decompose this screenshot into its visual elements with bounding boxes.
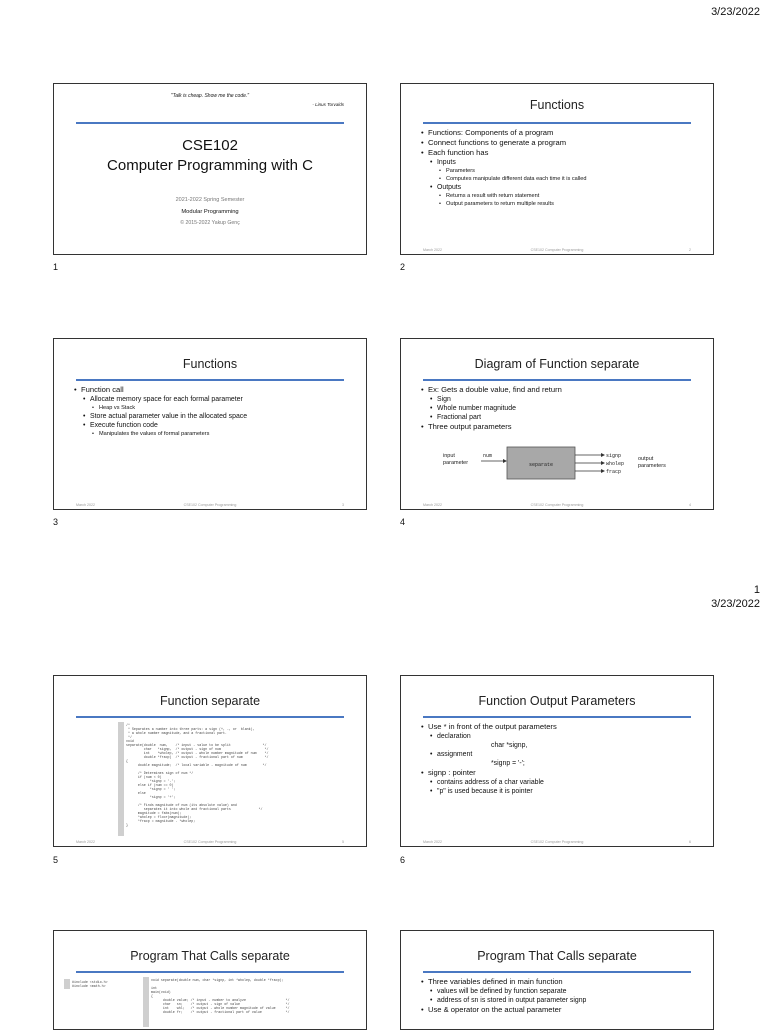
slide1-course-name: Computer Programming with C xyxy=(107,157,313,174)
slide2-bullet: • Connect functions to generate a program xyxy=(421,138,697,148)
slide6-rule xyxy=(423,716,691,718)
slide1-rule xyxy=(76,122,344,124)
code-line: char *signp, /* output - sign of num */ xyxy=(126,747,269,751)
code-line: /* Finds magnitude of num (its absolute value) and xyxy=(126,803,237,807)
slide-4 xyxy=(400,338,714,510)
slide-7 xyxy=(53,930,367,1030)
diagram-input-var: num xyxy=(483,453,493,459)
slide8-body xyxy=(421,977,697,1015)
code-line: *wholep = floor(magnitude); xyxy=(126,815,192,819)
slide2-rule xyxy=(423,122,691,124)
slide-5 xyxy=(53,675,367,847)
slide3-title: Functions xyxy=(182,357,238,371)
slide1-quote-author: - Linus Torvalds xyxy=(312,102,344,107)
slide2-body xyxy=(421,128,697,208)
slide3-rule xyxy=(76,379,344,381)
footer-course: CSE102 Computer Programming xyxy=(530,248,584,252)
page-date-top: 3/23/2022 xyxy=(711,6,760,18)
slide-number-1: 1 xyxy=(53,262,59,272)
code-line: *signp = ' '; xyxy=(126,787,176,791)
slide2-sub-sub-bullet: • Computes manipulate different data each time it is called xyxy=(439,175,697,183)
slide2-bullet: • Functions: Components of a program xyxy=(421,128,697,138)
diagram-output-var: wholep xyxy=(606,461,625,467)
slide4-sub-bullet: • Whole number magnitude xyxy=(430,404,697,413)
code-line: { xyxy=(151,994,153,998)
code-line: int xyxy=(151,986,157,990)
slide7-include-block xyxy=(72,980,108,988)
slide5-rule xyxy=(76,716,344,718)
slide3-sub-sub-bullet: • Manipulates the values of formal parameters xyxy=(92,430,350,438)
slide-number-4: 4 xyxy=(400,517,406,527)
diagram-arrowhead xyxy=(601,453,605,457)
slide8-title: Program That Calls separate xyxy=(477,949,637,963)
slide6-sub-bullet: • declaration xyxy=(430,732,697,741)
slide6-code-line: *signp = '-'; xyxy=(491,760,525,767)
code-line: int whl; /* output - whole number magnitude of value */ xyxy=(151,1006,290,1010)
code-line: *signp = '+'; xyxy=(126,795,176,799)
code-line: double *fracp) /* output - fractional part of num */ xyxy=(126,755,269,759)
slide-1 xyxy=(53,83,367,255)
code-line: double value; /* input - number to analyze */ xyxy=(151,998,290,1002)
slide3-sub-sub-bullet: • Heap vs Stack xyxy=(92,404,350,412)
slide-2 xyxy=(400,83,714,255)
code-line: * Separates a number into three parts: a sign (+, -, or blank), xyxy=(126,727,255,731)
slide4-sub-bullet: • Fractional part xyxy=(430,413,697,422)
slide4-sub-bullet: • Sign xyxy=(430,395,697,404)
diagram-function-name: separate xyxy=(528,462,554,468)
footer-date: March 2022 xyxy=(423,248,442,252)
footer-page: 5 xyxy=(342,840,344,844)
slide1-course-code: CSE102 xyxy=(182,137,238,154)
code-line: *fracp = magnitude - *wholep; xyxy=(126,819,196,823)
slide3-body xyxy=(74,385,350,438)
code-line: { xyxy=(126,759,128,763)
diagram-output-var: signp xyxy=(606,453,622,459)
slide5-title: Function separate xyxy=(159,694,261,708)
code-line: double magnitude; /* local variable - magnitude of num */ xyxy=(126,763,267,767)
slide-6 xyxy=(400,675,714,847)
code-line-gutter xyxy=(118,722,124,836)
slide-number-5: 5 xyxy=(53,855,59,865)
footer-page: 6 xyxy=(689,840,691,844)
slide-number-3: 3 xyxy=(53,517,59,527)
slide4-title: Diagram of Function separate xyxy=(474,357,640,371)
page-number: 1 xyxy=(753,584,760,596)
slide-3 xyxy=(53,338,367,510)
footer-page: 2 xyxy=(689,248,691,252)
slide8-rule xyxy=(423,971,691,973)
code-line: if (num < 0) xyxy=(126,775,162,779)
code-line: else if (num == 0) xyxy=(126,783,174,787)
code-line: else xyxy=(126,791,146,795)
diagram-arrowhead xyxy=(601,461,605,465)
slide7-code-block xyxy=(151,978,290,1014)
slide1-copyright: © 2015-2022 Yakup Genç xyxy=(180,220,240,226)
slide8-sub-bullet: • values will be defined by function separate xyxy=(430,987,697,996)
diagram-output-label: parameters xyxy=(638,463,666,469)
slide3-sub-bullet: • Execute function code xyxy=(83,421,350,430)
slide2-title: Functions xyxy=(529,98,585,112)
slide3-bullet: • Function call xyxy=(74,385,350,395)
code-line: * a whole number magnitude, and a fractional part. xyxy=(126,731,227,735)
slide6-code-line: char *signp, xyxy=(491,742,528,749)
slide2-bullet: • Each function has xyxy=(421,148,697,158)
slide6-bullet: • Use * in front of the output parameters xyxy=(421,722,697,732)
slide-number-6: 6 xyxy=(400,855,406,865)
code-line: /* Determines sign of num */ xyxy=(126,771,194,775)
footer-course: CSE102 Computer Programming xyxy=(530,503,584,507)
footer-date: March 2022 xyxy=(423,840,442,844)
separate-diagram xyxy=(441,445,681,485)
code-line-gutter xyxy=(143,977,149,1027)
slide8-bullet: • Three variables defined in main function xyxy=(421,977,697,987)
diagram-arrowhead xyxy=(601,469,605,473)
footer-course: CSE102 Computer Programming xyxy=(183,503,237,507)
code-line: magnitude = fabs(num); xyxy=(126,811,182,815)
code-line: separate(double num, /* input - value to be split */ xyxy=(126,743,267,747)
page-date-mid: 3/23/2022 xyxy=(711,598,760,610)
slide1-topic: Modular Programming xyxy=(181,209,239,215)
slide2-sub-sub-bullet: • Returns a result with return statement xyxy=(439,192,697,200)
slide6-body xyxy=(421,722,697,796)
footer-date: March 2022 xyxy=(423,503,442,507)
slide6-title: Function Output Parameters xyxy=(478,694,636,708)
include-line: #include <stdio.h> xyxy=(72,980,108,984)
slide6-sub-bullet: • contains address of a char variable xyxy=(430,778,697,787)
footer-date: March 2022 xyxy=(76,503,95,507)
slide6-sub-bullet: • "p" is used because it is pointer xyxy=(430,787,697,796)
code-line-gutter xyxy=(64,979,70,989)
slide2-sub-bullet: • Inputs xyxy=(430,158,697,167)
footer-date: March 2022 xyxy=(76,840,95,844)
footer-page: 4 xyxy=(689,503,691,507)
slide2-sub-sub-bullet: • Parameters xyxy=(439,167,697,175)
slide1-quote: "Talk is cheap. Show me the code." xyxy=(170,93,250,99)
code-line: int *wholep, /* output - whole number magnitude of num */ xyxy=(126,751,269,755)
slide-8 xyxy=(400,930,714,1030)
code-line: main(void) xyxy=(151,990,171,994)
slide-number-2: 2 xyxy=(400,262,406,272)
code-line: double fr; /* output - fractional part of value */ xyxy=(151,1010,290,1014)
slide8-bullet: • Use & operator on the actual parameter xyxy=(421,1005,697,1015)
code-line: */ xyxy=(126,735,132,739)
code-line: void separate(double num, char *signp, int *wholep, double *fracp); xyxy=(151,978,284,982)
slide6-bullet: • signp : pointer xyxy=(421,768,697,778)
diagram-output-var: fracp xyxy=(606,469,622,475)
slide6-sub-bullet: • assignment xyxy=(430,750,697,759)
code-line: char sn; /* output - sign of value */ xyxy=(151,1002,290,1006)
slide3-sub-bullet: • Store actual parameter value in the allocated space xyxy=(83,412,350,421)
slide1-semester: 2021-2022 Spring Semester xyxy=(175,197,245,203)
footer-page: 3 xyxy=(342,503,344,507)
slide5-code-block xyxy=(126,723,268,827)
slide4-bullet: • Ex: Gets a double value, find and return xyxy=(421,385,697,395)
slide2-sub-sub-bullet: • Output parameters to return multiple results xyxy=(439,200,697,208)
code-line: } xyxy=(126,823,128,827)
code-line: /* xyxy=(126,723,130,727)
code-line: *signp = '-'; xyxy=(126,779,176,783)
diagram-input-label: parameter xyxy=(443,460,469,466)
footer-course: CSE102 Computer Programming xyxy=(183,840,237,844)
slide4-rule xyxy=(423,379,691,381)
slide2-sub-bullet: • Outputs xyxy=(430,183,697,192)
code-line: separates it into whole and fractional parts */ xyxy=(126,807,263,811)
code-line: void xyxy=(126,739,134,743)
slide4-body xyxy=(421,385,697,432)
diagram-input-label: input xyxy=(443,453,455,459)
slide8-sub-bullet: • address of sn is stored in output parameter signp xyxy=(430,996,697,1005)
diagram-output-label: output xyxy=(638,456,654,462)
slide7-title: Program That Calls separate xyxy=(130,949,290,963)
slide4-bullet: • Three output parameters xyxy=(421,422,697,432)
footer-course: CSE102 Computer Programming xyxy=(530,840,584,844)
include-line: #include <math.h> xyxy=(72,984,106,988)
slide7-rule xyxy=(76,971,344,973)
slide3-sub-bullet: • Allocate memory space for each formal parameter xyxy=(83,395,350,404)
diagram-arrowhead xyxy=(503,459,507,463)
